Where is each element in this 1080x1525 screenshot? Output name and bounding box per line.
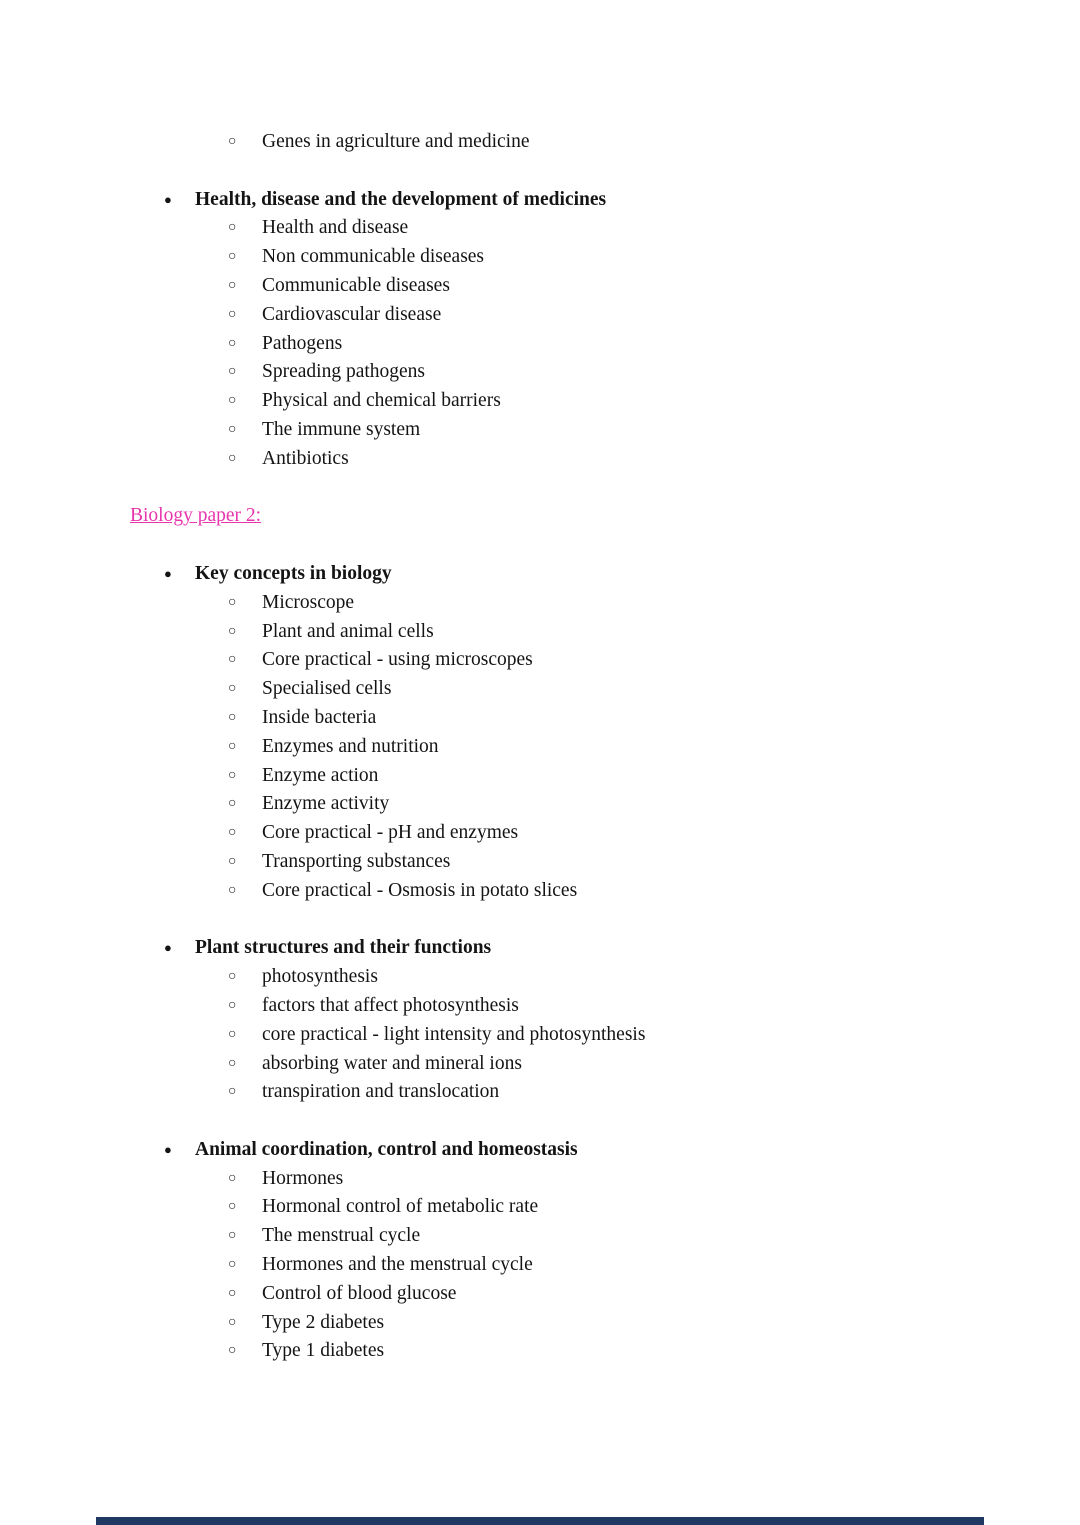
circle-bullet-icon: ○ (228, 1026, 237, 1042)
biology-paper-2-link[interactable]: Biology paper 2: (130, 505, 262, 527)
list-item-text: Type 1 diabetes (262, 1340, 385, 1362)
list-item (0, 1337, 1080, 1366)
circle-bullet-icon: ○ (228, 306, 237, 322)
list-item-text: Transporting substances (262, 850, 451, 872)
circle-bullet-icon: ○ (228, 364, 237, 380)
list-item-text: Non communicable diseases (262, 246, 485, 268)
list-item-text: Inside bacteria (262, 706, 377, 728)
list-item-text: Core practical - using microscopes (262, 649, 533, 671)
list-item (0, 1193, 1080, 1222)
list-item (0, 416, 1080, 445)
circle-bullet-icon: ○ (228, 220, 237, 236)
circle-bullet-icon: ○ (228, 1314, 237, 1330)
section-key-concepts (0, 560, 1080, 906)
circle-bullet-icon: ○ (228, 450, 237, 466)
list-item-text: Hormonal control of metabolic rate (262, 1196, 539, 1218)
section-heading (0, 1136, 1080, 1165)
circle-bullet-icon: ○ (228, 277, 237, 293)
list-item-text: Health and disease (262, 217, 409, 239)
list-item-text: absorbing water and mineral ions (262, 1052, 522, 1074)
list-item (0, 1165, 1080, 1194)
list-item (0, 1222, 1080, 1251)
list-item (0, 1078, 1080, 1107)
list-item-text: Specialised cells (262, 678, 392, 700)
circle-bullet-icon: ○ (228, 1343, 237, 1359)
circle-bullet-icon: ○ (228, 997, 237, 1013)
section-heading (0, 934, 1080, 963)
list-item (0, 1309, 1080, 1338)
list-item (0, 1050, 1080, 1079)
circle-bullet-icon: ○ (228, 1285, 237, 1301)
section-animal-coordination (0, 1136, 1080, 1366)
list-item (0, 762, 1080, 791)
section-heading (0, 186, 1080, 215)
disc-bullet-icon: ● (164, 191, 172, 207)
list-item-text: Genes in agriculture and medicine (262, 131, 530, 152)
circle-bullet-icon: ○ (228, 1228, 237, 1244)
disc-bullet-icon: ● (164, 940, 172, 956)
next-page-header-bar (96, 1517, 984, 1525)
list-item-text: Enzyme activity (262, 793, 390, 815)
list-item (0, 272, 1080, 301)
circle-bullet-icon: ○ (228, 709, 237, 725)
list-item (0, 848, 1080, 877)
circle-bullet-icon: ○ (228, 767, 237, 783)
circle-bullet-icon: ○ (228, 1084, 237, 1100)
list-item-text: Enzyme action (262, 764, 379, 786)
list-item-text: Control of blood glucose (262, 1282, 457, 1304)
section-heading-text: Animal coordination, control and homeostasis (195, 1138, 578, 1160)
circle-bullet-icon: ○ (228, 134, 237, 149)
circle-bullet-icon: ○ (228, 1257, 237, 1273)
list-item (0, 445, 1080, 474)
list-item (0, 704, 1080, 733)
list-item-text: Core practical - pH and enzymes (262, 822, 519, 844)
list-item (0, 963, 1080, 992)
list-item-text: Enzymes and nutrition (262, 735, 439, 757)
circle-bullet-icon: ○ (228, 1170, 237, 1186)
circle-bullet-icon: ○ (228, 249, 237, 265)
circle-bullet-icon: ○ (228, 652, 237, 668)
section-plant-structures (0, 934, 1080, 1107)
circle-bullet-icon: ○ (228, 882, 237, 898)
list-item-text: The immune system (262, 418, 421, 440)
intro-sublist (0, 128, 1080, 157)
list-item-text: Antibiotics (262, 447, 349, 469)
section-heading-text: Health, disease and the development of medicines (195, 188, 607, 210)
list-item (0, 387, 1080, 416)
list-item-text: transpiration and translocation (262, 1081, 500, 1103)
list-item (0, 675, 1080, 704)
circle-bullet-icon: ○ (228, 825, 237, 841)
list-item (0, 214, 1080, 243)
list-item (0, 790, 1080, 819)
list-item (0, 1280, 1080, 1309)
list-item (0, 358, 1080, 387)
circle-bullet-icon: ○ (228, 335, 237, 351)
list-item (0, 243, 1080, 272)
link-row (130, 502, 1080, 531)
list-item (0, 589, 1080, 618)
list-item (0, 877, 1080, 906)
circle-bullet-icon: ○ (228, 594, 237, 610)
section-heading-text: Key concepts in biology (195, 562, 392, 584)
list-item (0, 618, 1080, 647)
circle-bullet-icon: ○ (228, 969, 237, 985)
list-item-text: photosynthesis (262, 966, 378, 988)
disc-bullet-icon: ● (164, 565, 172, 581)
section-health-disease (0, 186, 1080, 474)
list-item-text: Type 2 diabetes (262, 1311, 385, 1333)
list-item-text: Communicable diseases (262, 274, 450, 296)
circle-bullet-icon: ○ (228, 393, 237, 409)
circle-bullet-icon: ○ (228, 623, 237, 639)
circle-bullet-icon: ○ (228, 853, 237, 869)
list-item-text: Plant and animal cells (262, 620, 434, 642)
list-item-text: Hormones (262, 1167, 344, 1189)
section-heading (0, 560, 1080, 589)
list-item (0, 1021, 1080, 1050)
list-item-text: The menstrual cycle (262, 1225, 421, 1247)
circle-bullet-icon: ○ (228, 1055, 237, 1071)
list-item-text: core practical - light intensity and photosynthesis (262, 1023, 646, 1045)
list-item-text: Cardiovascular disease (262, 303, 442, 325)
list-item-text: Core practical - Osmosis in potato slices (262, 879, 578, 901)
list-item-text: Microscope (262, 591, 355, 613)
list-item-text: Hormones and the menstrual cycle (262, 1254, 533, 1276)
section-heading-text: Plant structures and their functions (195, 937, 492, 959)
circle-bullet-icon: ○ (228, 421, 237, 437)
list-item (0, 992, 1080, 1021)
disc-bullet-icon: ● (164, 1141, 172, 1157)
list-item (0, 819, 1080, 848)
list-item (0, 646, 1080, 675)
list-item-text: factors that affect photosynthesis (262, 994, 519, 1016)
list-item (0, 301, 1080, 330)
list-item (0, 128, 1080, 157)
list-item (0, 733, 1080, 762)
list-item-text: Physical and chemical barriers (262, 390, 501, 412)
list-item-text: Pathogens (262, 332, 343, 354)
circle-bullet-icon: ○ (228, 738, 237, 754)
list-item (0, 1251, 1080, 1280)
list-item-text: Spreading pathogens (262, 361, 426, 383)
circle-bullet-icon: ○ (228, 681, 237, 697)
circle-bullet-icon: ○ (228, 1199, 237, 1215)
circle-bullet-icon: ○ (228, 796, 237, 812)
list-item (0, 330, 1080, 359)
